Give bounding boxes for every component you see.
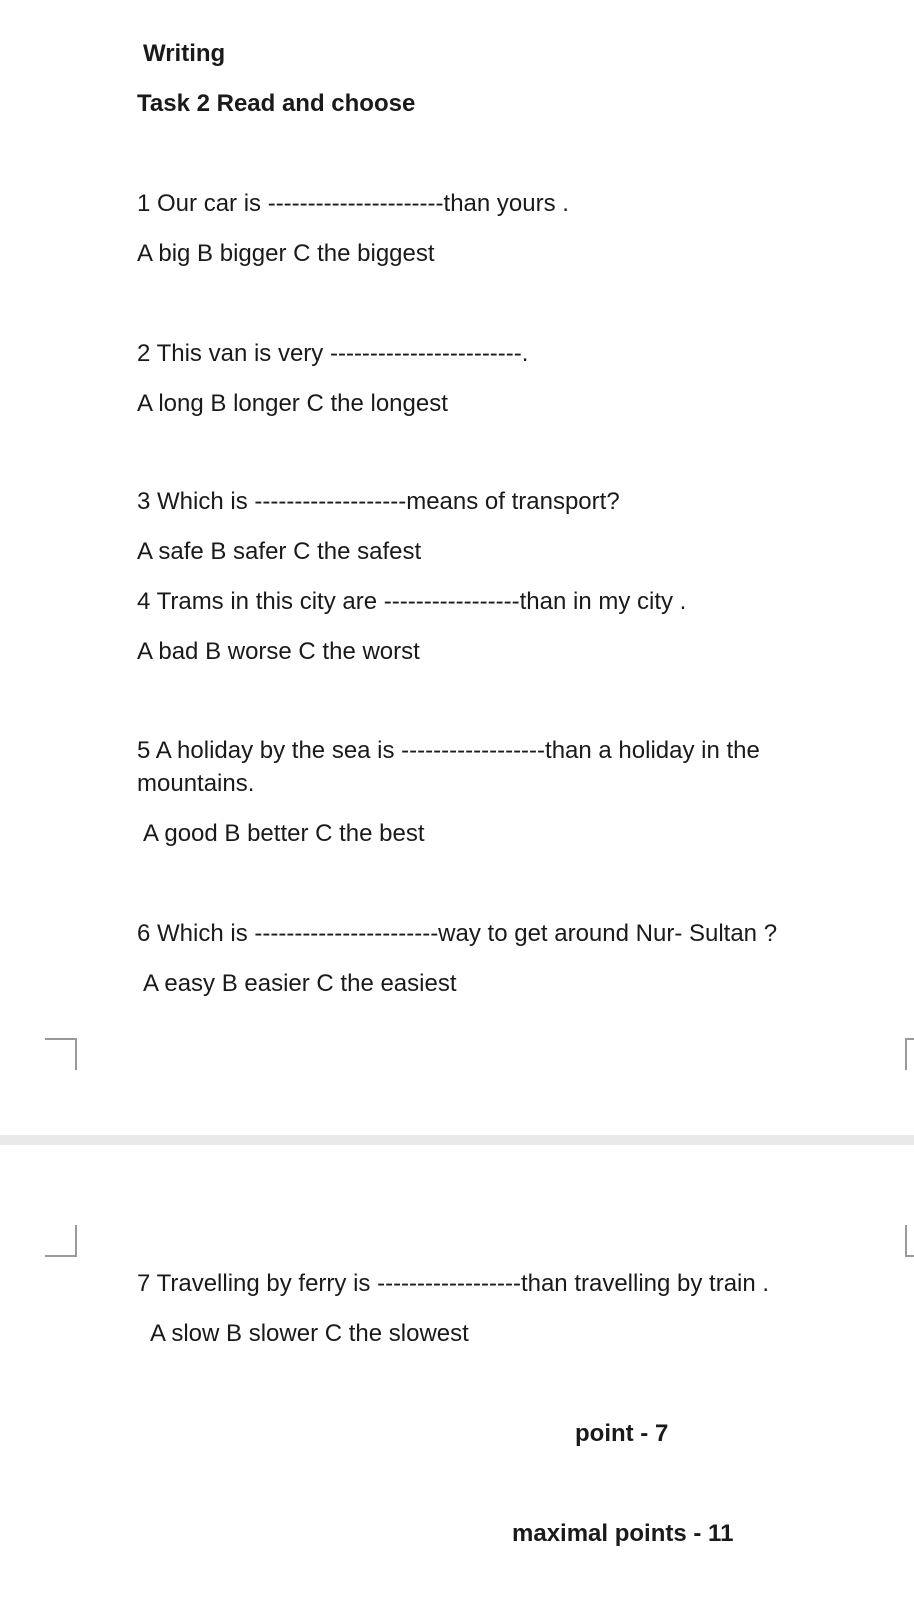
question-4: 4 Trams in this city are -----------------than in my city . bbox=[137, 588, 687, 615]
crop-mark-top-left bbox=[45, 1038, 77, 1070]
crop-mark-top-right bbox=[905, 1038, 914, 1070]
task-heading: Task 2 Read and choose bbox=[137, 90, 416, 117]
question-2: 2 This van is very ------------------------. bbox=[137, 340, 529, 367]
crop-mark-bottom-right bbox=[905, 1225, 914, 1257]
question-1-options: A big B bigger C the biggest bbox=[137, 240, 435, 267]
question-5: 5 A holiday by the sea is ------------------than a holiday in the bbox=[137, 737, 760, 764]
question-3: 3 Which is -------------------means of transport? bbox=[137, 488, 620, 515]
page-title: Writing bbox=[143, 40, 226, 67]
maximal-points: maximal points - 11 bbox=[512, 1520, 734, 1547]
question-7: 7 Travelling by ferry is ------------------than travelling by train . bbox=[137, 1270, 770, 1297]
question-4-options: A bad B worse C the worst bbox=[137, 638, 420, 665]
question-5-options: A good B better C the best bbox=[143, 820, 425, 847]
question-1: 1 Our car is ----------------------than yours . bbox=[137, 190, 569, 217]
question-5-continuation: mountains. bbox=[137, 770, 255, 797]
page-separator bbox=[0, 1135, 914, 1145]
question-2-options: A long B longer C the longest bbox=[137, 390, 448, 417]
question-6-options: A easy B easier C the easiest bbox=[143, 970, 457, 997]
question-7-options: A slow B slower C the slowest bbox=[150, 1320, 469, 1347]
question-3-options: A safe B safer C the safest bbox=[137, 538, 422, 565]
question-6: 6 Which is -----------------------way to get around Nur- Sultan ? bbox=[137, 920, 778, 947]
points-score: point - 7 bbox=[575, 1420, 669, 1447]
crop-mark-bottom-left bbox=[45, 1225, 77, 1257]
